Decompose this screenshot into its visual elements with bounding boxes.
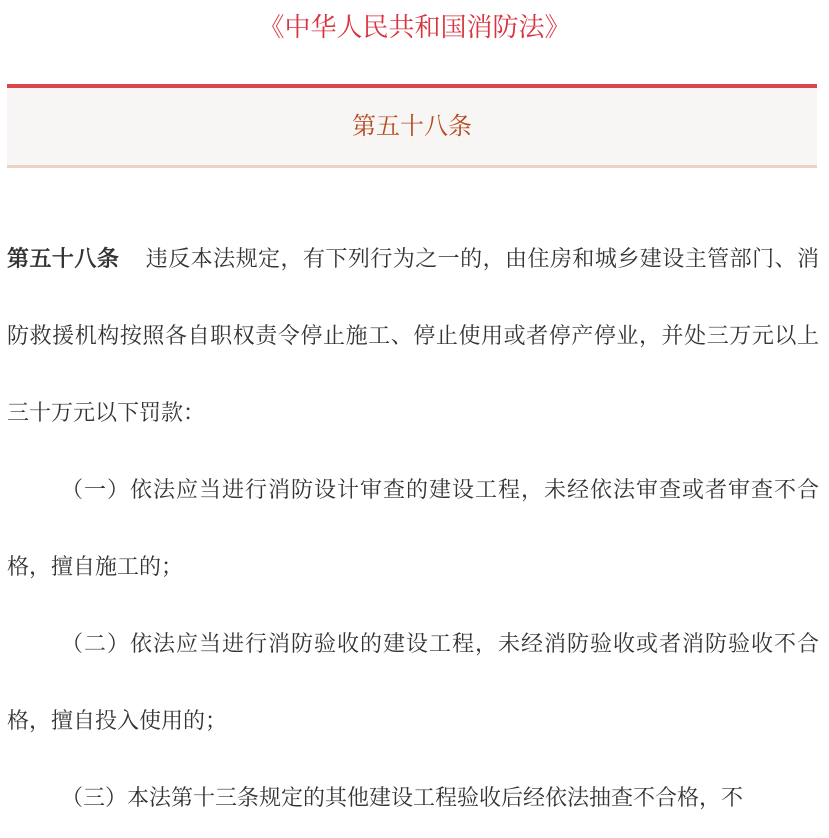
article-intro-paragraph bbox=[7, 221, 819, 452]
article-body bbox=[7, 221, 819, 837]
article-item-1: （一）依法应当进行消防设计审查的建设工程，未经依法审查或者审查不合格，擅自施工的； bbox=[7, 478, 819, 580]
article-item-3: （三）本法第十三条规定的其他建设工程验收后经依法抽查不合格，不 bbox=[61, 786, 744, 811]
article-label: 第五十八条 bbox=[7, 247, 120, 272]
article-intro-text: 违反本法规定，有下列行为之一的，由住房和城乡建设主管部门、消防救援机构按照各自职权责令停止施工、停止使用或者停产停业，并处三万元以上三十万元以下罚款： bbox=[7, 247, 819, 426]
law-title: 《中华人民共和国消防法》 bbox=[258, 13, 571, 43]
article-item-2: （二）依法应当进行消防验收的建设工程，未经消防验收或者消防验收不合格，擅自投入使用的； bbox=[7, 632, 819, 734]
article-heading: 第五十八条 bbox=[352, 112, 472, 140]
article-heading-banner bbox=[7, 84, 817, 168]
